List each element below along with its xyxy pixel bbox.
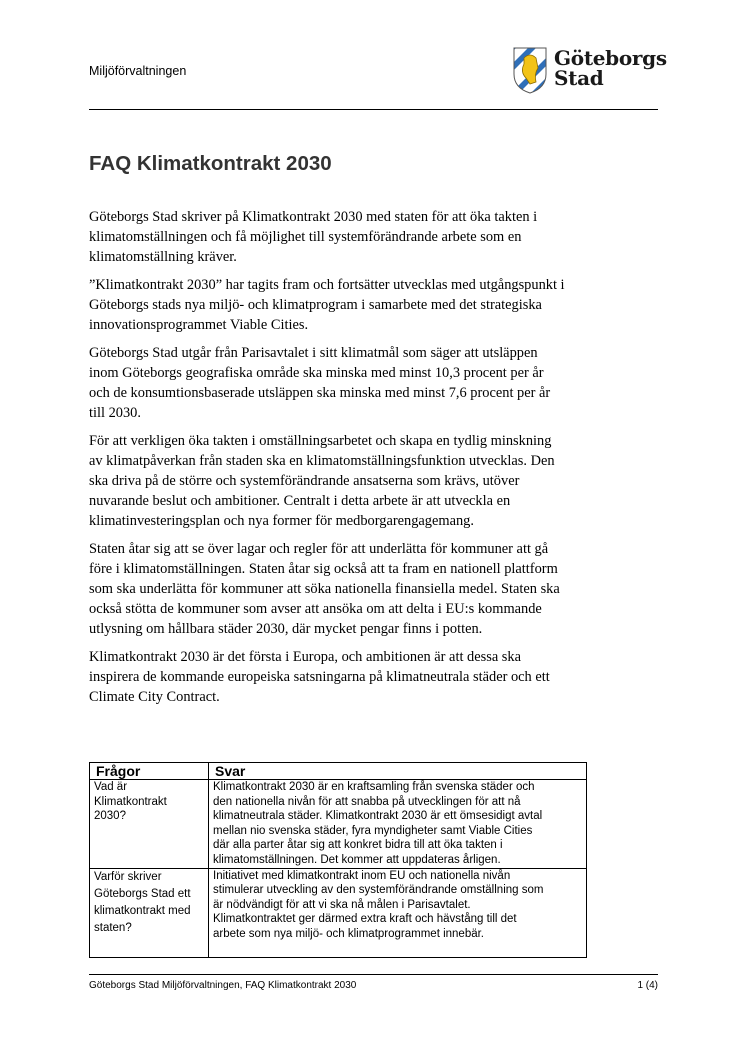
paragraph: [89, 431, 609, 531]
text-line: För att verkligen öka takten i omställningsarbetet och skapa en tydlig minskning: [89, 433, 552, 449]
text-line: och de konsumtionsbaserade utsläppen ska minska med minst 7,6 procent per år: [89, 385, 551, 401]
text-line: Climate City Contract.: [89, 689, 220, 705]
text-line: Varför skriver: [94, 870, 162, 883]
text-line: till 2030.: [89, 405, 141, 421]
text-line: ”Klimatkontrakt 2030” har tagits fram och fortsätter utvecklas med utgångspunkt i: [89, 277, 565, 293]
text-line: Klimatkontrakt: [94, 795, 167, 808]
text-line: klimatomställningen. Det kommer att uppdateras årligen.: [213, 853, 501, 866]
question-cell: [90, 780, 209, 869]
text-line: Klimatkontrakt 2030 är en kraftsamling från svenska städer och: [213, 781, 535, 793]
text-line: klimatomställningen och få möjlighet till systemförändrande arbete som en: [89, 229, 522, 245]
paragraph: [89, 207, 609, 267]
text-line: stimulerar utveckling av den systemförändrande omställning som: [213, 884, 544, 897]
text-line: Vad är: [94, 781, 128, 793]
document-body: [89, 207, 609, 715]
question-cell: [90, 868, 209, 957]
paragraph: [89, 539, 609, 639]
text-line: klimatneutrala städer. Klimatkontrakt 2030 är ett ömsesidigt avtal: [213, 810, 543, 823]
text-line: mellan nio svenska städer, fyra myndigheter samt Viable Cities: [213, 824, 533, 837]
text-line: staten?: [94, 921, 132, 934]
logo-text-line: Stad: [554, 66, 604, 90]
footer: [89, 980, 658, 991]
text-line: innovationsprogrammet Viable Cities.: [89, 317, 309, 333]
text-line: Göteborgs Stad skriver på Klimatkontrakt 2030 med staten för att öka takten i: [89, 209, 538, 225]
faq-table: [89, 762, 587, 958]
text-line: klimatkontrakt med: [94, 904, 191, 917]
paragraph: [89, 275, 609, 335]
text-line: inom Göteborgs geografiska område ska minska med minst 10,3 procent per år: [89, 365, 544, 381]
logo-text-line: Göteborgs: [554, 46, 667, 70]
footer-text: Göteborgs Stad Miljöförvaltningen, FAQ Klimatkontrakt 2030: [89, 980, 357, 991]
goteborgs-stad-logo: [512, 44, 667, 96]
text-line: Göteborgs Stad ett: [94, 887, 191, 900]
page-title: FAQ Klimatkontrakt 2030: [89, 152, 332, 175]
text-line: Staten åtar sig att se över lagar och regler för att underlätta för kommuner att gå: [89, 541, 549, 557]
text-line: som ska underlätta för kommuner att söka nationella finansiella medel. Staten ska: [89, 581, 560, 597]
footer-divider: [89, 974, 658, 975]
table-row: [90, 780, 587, 869]
text-line: av klimatpåverkan från staden ska en klimatomställningsfunktion utvecklas. Den: [89, 453, 555, 469]
column-header-answers: Svar: [209, 763, 587, 780]
text-line: före i klimatomställningen. Staten åtar sig också att ta fram en nationell plattform: [89, 561, 558, 577]
text-line: är nödvändigt för att vi ska nå målen i Parisavtalet.: [213, 898, 471, 911]
column-header-questions: Frågor: [90, 763, 209, 780]
text-line: utlysning om hållbara städer 2030, där mycket pengar finns i potten.: [89, 621, 483, 637]
paragraph: [89, 343, 609, 423]
text-line: Göteborgs Stad utgår från Parisavtalet i sitt klimatmål som säger att utsläppen: [89, 345, 538, 361]
text-line: 2030?: [94, 810, 126, 823]
header-divider: [89, 109, 658, 110]
text-line: Initiativet med klimatkontrakt inom EU och nationella nivån: [213, 869, 511, 882]
paragraph: [89, 647, 609, 707]
text-line: Göteborgs stads nya miljö- och klimatprogram i samarbete med det strategiska: [89, 297, 542, 313]
text-line: klimatomställning kräver.: [89, 249, 237, 265]
text-line: också stötta de kommuner som avser att ansöka om att delta i EU:s kommande: [89, 601, 542, 617]
text-line: ska driva på de större och systemförändrande ansatserna som krävs, utöver: [89, 473, 520, 489]
text-line: inspirera de kommande europeiska satsningarna på klimatneutrala städer och ett: [89, 669, 550, 685]
table-row: [90, 868, 587, 957]
text-line: där alla parter åtar sig att konkret bidra till att öka takten i: [213, 839, 503, 852]
department-name: Miljöförvaltningen: [89, 64, 187, 78]
text-line: klimatinvesteringsplan och nya former för medborgarengagemang.: [89, 513, 474, 529]
coat-of-arms-icon: [512, 44, 548, 94]
text-line: den nationella nivån för att snabba på utvecklingen för att nå: [213, 795, 521, 808]
text-line: Klimatkontraktet ger därmed extra kraft och hävstång till det: [213, 913, 517, 926]
answer-cell: [209, 780, 587, 869]
page-number: 1 (4): [637, 980, 658, 991]
text-line: arbete som nya miljö- och klimatprogrammet innebär.: [213, 927, 485, 940]
answer-cell: [209, 868, 587, 957]
text-line: nuvarande beslut och ambitioner. Centralt i detta arbete är att utveckla en: [89, 493, 511, 509]
text-line: Klimatkontrakt 2030 är det första i Europa, och ambitionen är att dessa ska: [89, 649, 521, 665]
